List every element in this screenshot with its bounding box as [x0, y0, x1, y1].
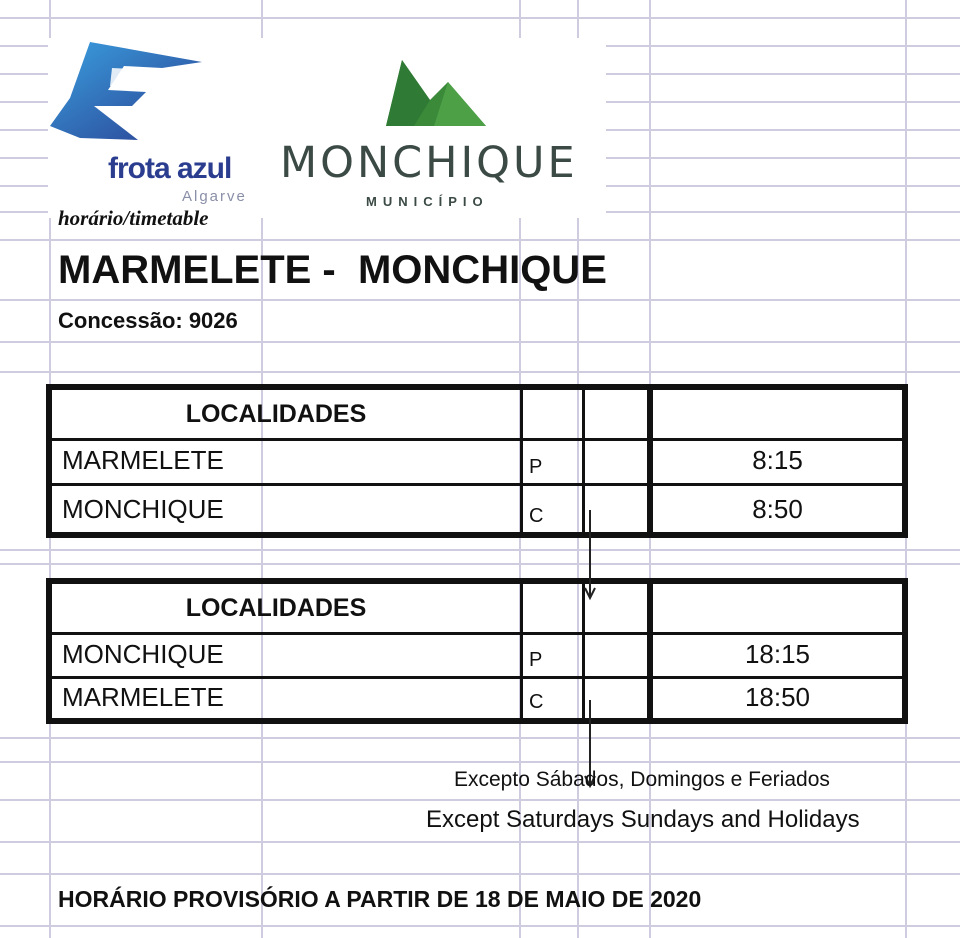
stop-code: C	[523, 676, 585, 718]
table-row	[52, 486, 902, 532]
timetable-label: horário/timetable	[58, 206, 209, 230]
empty-cell	[585, 390, 653, 438]
frota-azul-name: frota azul	[108, 152, 232, 185]
stop-name: MONCHIQUE	[52, 632, 523, 676]
table-header-row	[52, 390, 902, 441]
note-arrow-icon	[575, 510, 605, 602]
table-header-row	[52, 584, 902, 635]
stop-time: 8:15	[752, 445, 803, 475]
provisional-schedule-footer: HORÁRIO PROVISÓRIO A PARTIR DE 18 DE MAIO DE 2020	[58, 886, 702, 912]
table-row	[52, 438, 902, 486]
timetable-table-return	[46, 578, 908, 724]
stop-code: C	[523, 486, 585, 532]
time-cell	[653, 584, 902, 632]
stop-time: 18:50	[744, 681, 811, 712]
stop-name: MARMELETE	[52, 676, 523, 718]
monchique-mountain-icon	[384, 60, 490, 130]
stop-code: P	[523, 632, 585, 676]
column-header-localidades: LOCALIDADES	[52, 584, 523, 632]
empty-cell	[585, 632, 653, 676]
stop-time: 8:50	[752, 493, 803, 524]
frota-azul-subtitle: Algarve	[182, 188, 247, 205]
table-row	[52, 676, 902, 718]
stop-name: MONCHIQUE	[52, 486, 523, 532]
timetable-table-outbound	[46, 384, 908, 538]
municipality-name: MONCHIQUE	[280, 138, 578, 188]
stop-code: P	[523, 438, 585, 483]
concession-number: Concessão: 9026	[58, 308, 238, 333]
code-cell	[523, 390, 585, 438]
note-english: Except Saturdays Sundays and Holidays	[426, 806, 860, 833]
column-header-localidades: LOCALIDADES	[52, 390, 523, 438]
stop-name: MARMELETE	[52, 438, 523, 483]
municipality-subtitle: MUNICÍPIO	[366, 194, 489, 209]
table-row	[52, 632, 902, 679]
time-cell	[653, 390, 902, 438]
empty-cell	[585, 438, 653, 483]
stop-time: 18:15	[744, 638, 811, 669]
route-title: MARMELETE - MONCHIQUE	[58, 248, 607, 292]
frota-azul-logo-icon	[50, 40, 210, 150]
note-portuguese: Excepto Sábados, Domingos e Feriados	[454, 768, 830, 791]
